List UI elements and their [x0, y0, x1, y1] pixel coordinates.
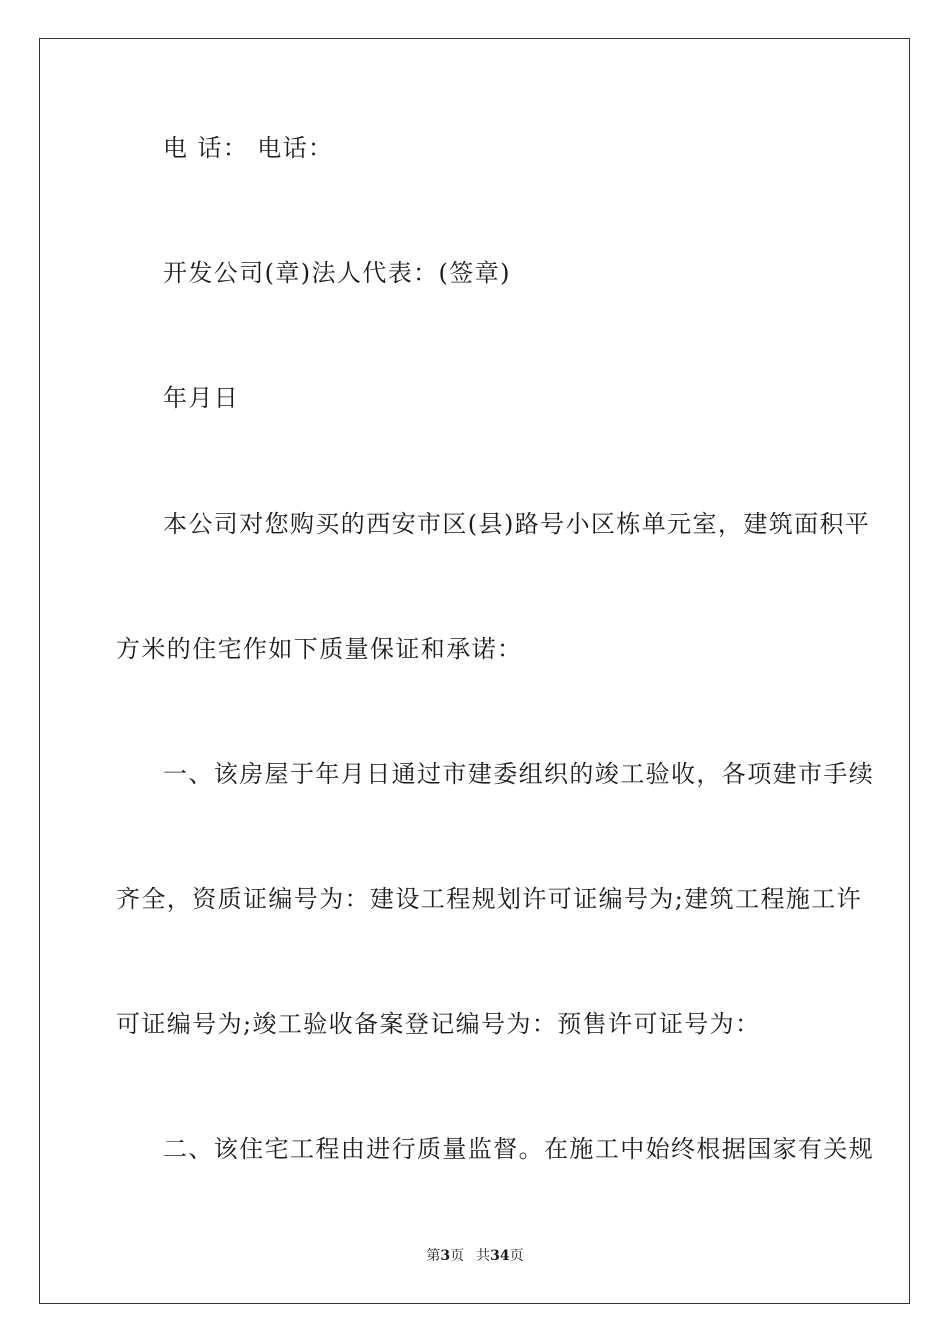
phone-line: 电 话： 电话： [163, 134, 334, 162]
total-prefix: 共 [476, 1248, 491, 1264]
page-suffix: 页 [450, 1248, 465, 1264]
page-footer [0, 1246, 950, 1266]
page-number: 3 [440, 1248, 451, 1264]
total-pages: 34 [490, 1248, 510, 1264]
clause-one-line-3: 可证编号为;竣工验收备案登记编号为：预售许可证号为： [116, 1010, 761, 1038]
paragraph-intro-line-2: 方米的住宅作如下质量保证和承诺： [116, 635, 523, 663]
date-line: 年月日 [163, 384, 240, 412]
page-prefix: 第 [426, 1248, 441, 1264]
paragraph-intro-line-1: 本公司对您购买的西安市区(县)路号小区栋单元室，建筑面积平 [163, 510, 871, 538]
page-border [39, 38, 910, 1304]
clause-two-line-1: 二、该住宅工程由进行质量监督。在施工中始终根据国家有关规 [163, 1135, 875, 1163]
clause-one-line-1: 一、该房屋于年月日通过市建委组织的竣工验收，各项建市手续 [163, 760, 875, 788]
total-suffix: 页 [509, 1248, 524, 1264]
clause-one-line-2: 齐全，资质证编号为：建设工程规划许可证编号为;建筑工程施工许 [116, 885, 863, 913]
developer-signature-line: 开发公司(章)法人代表：(签章) [163, 259, 511, 287]
